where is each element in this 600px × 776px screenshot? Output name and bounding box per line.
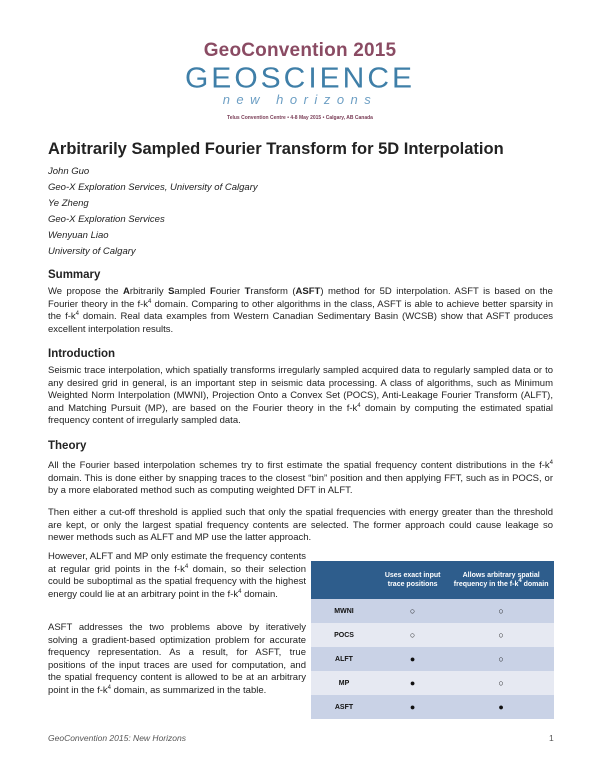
conference-name: GeoConvention 2015 <box>203 40 397 61</box>
table-arbitrary-marker: ○ <box>448 647 554 671</box>
table-exact-marker: ○ <box>377 623 448 647</box>
table-method: POCS <box>311 623 377 647</box>
paper-title: Arbitrarily Sampled Fourier Transform for 5D Interpolation <box>48 140 504 158</box>
table-row <box>311 647 554 671</box>
author-name: Wenyuan Liao <box>48 230 109 241</box>
author-name: John Guo <box>48 166 90 177</box>
table-exact-marker: ○ <box>377 599 448 623</box>
footer-conference: GeoConvention 2015: New Horizons <box>48 733 186 743</box>
table-arbitrary-marker: ● <box>448 695 554 719</box>
table-method: MWNI <box>311 599 377 623</box>
theory-heading: Theory <box>48 440 87 452</box>
geoscience-logo: GEOSCIENCE <box>184 62 416 95</box>
conference-banner <box>0 0 600 128</box>
theory-paragraph-3: However, ALFT and MP only estimate the frequency contents at regular grid points in the $f-k^4$ domain, so their selection could be suboptimal as the spatial frequency with the highest energy could lie at an arbitrary point in the $f-k^4$ domain. <box>48 551 306 600</box>
table-arbitrary-marker: ○ <box>448 623 554 647</box>
table-row <box>311 671 554 695</box>
author-affiliation: Geo-X Exploration Services, University of Calgary <box>48 182 258 193</box>
theory-paragraph-2: Then either a cut-off threshold is applied such that only the spatial frequencies with energy greater than the threshold are kept, or only the largest spatial frequency contents are selected. The former approach could cause leakage so newer methods such as ALFT and MP use the latter approach. <box>48 507 553 544</box>
venue-line: Telus Convention Centre • 4-8 May 2015 • Calgary, AB Canada <box>227 115 373 121</box>
table-header-arbitrary-frequency: Allows arbitrary spatial frequency in the $f-k^4$ domain <box>448 561 554 599</box>
table-arbitrary-marker: ○ <box>448 671 554 695</box>
table-row <box>311 623 554 647</box>
table-method: ALFT <box>311 647 377 671</box>
method-comparison-table <box>311 561 554 719</box>
table-header-exact-positions: Uses exact input trace positions <box>377 561 448 599</box>
table-header-blank <box>311 561 377 599</box>
introduction-heading: Introduction <box>48 348 116 360</box>
author-name: Ye Zheng <box>48 198 89 209</box>
summary-heading: Summary <box>48 269 101 281</box>
author-affiliation: University of Calgary <box>48 246 136 257</box>
table-exact-marker: ● <box>377 647 448 671</box>
table-header-row <box>311 561 554 599</box>
logo-tagline: new horizons <box>222 92 378 107</box>
summary-paragraph: We propose the Arbitrarily Sampled Fourier Transform (ASFT) method for 5D interpolation. ASFT is based on the Fourier theory in the $f-k^4$ domain. Comparing to other algorithms in the class, ASFT is able to achieve better sparsity in the $f-k^4$ domain. Real data examples from Western Canadian Sedimentary Basin (WCSB) show that ASFT produces excellent interpolation results. <box>48 286 553 335</box>
theory-paragraph-1: All the Fourier based interpolation schemes try to first estimate the spatial frequency content distributions in the $f-k^4$ domain. This is done either by snapping traces to the closest “bin” position and then applying FFT, such as in POCS, or by a more elaborated method such as computing weighted DFT in ALFT. <box>48 460 553 497</box>
table-method: ASFT <box>311 695 377 719</box>
author-affiliation: Geo-X Exploration Services <box>48 214 165 225</box>
table-exact-marker: ● <box>377 671 448 695</box>
table-row <box>311 695 554 719</box>
table-arbitrary-marker: ○ <box>448 599 554 623</box>
introduction-paragraph: Seismic trace interpolation, which spatially transforms irregularly sampled acquired data to regularly sampled data or to any desired grid in general, is an important step in seismic data processing. A class of algorithms, such as Minimum Weighted Norm Interpolation (MWNI), Projection Onto a Convex Set (POCS), Anti-Leakage Fourier Transform (ALFT), and Matching Pursuit (MP), are based on the Fourier theory in the $f-k^4$ domain by computing the estimated spatial frequency content of irregularly sampled data. <box>48 365 554 427</box>
theory-paragraph-4: ASFT addresses the two problems above by iteratively solving a gradient-based optimization problem for accurate frequency representation. As a result, for ASFT, true positions of the input traces are used for computation, and the spatial frequency content is allowed to be at an arbitrary point in the $f-k^4$ domain, as summarized in the table. <box>48 622 306 696</box>
table-method: MP <box>311 671 377 695</box>
table-exact-marker: ● <box>377 695 448 719</box>
page-number: 1 <box>549 733 554 743</box>
table-row <box>311 599 554 623</box>
